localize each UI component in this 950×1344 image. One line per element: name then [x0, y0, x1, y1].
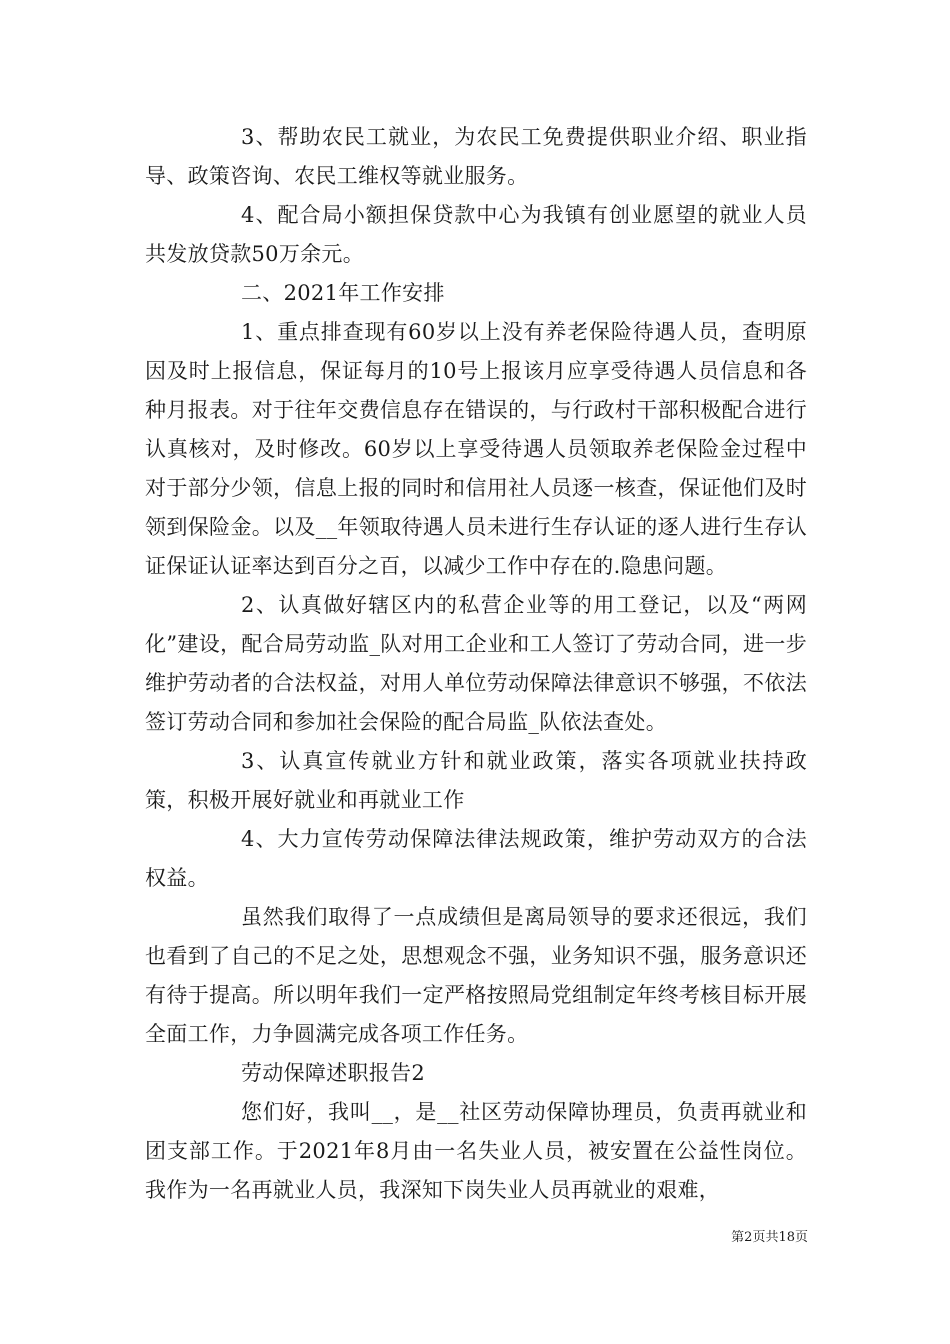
paragraph-plan-item-1: 1、重点排查现有60岁以上没有养老保险待遇人员，查明原因及时上报信息，保证每月的10号上报该月应享受待遇人员信息和各种月报表。对于往年交费信息存在错误的，与行政村干部积极配合进行认真核对，及时修改。60岁以上享受待遇人员领取养老保险金过程中对于部分少领，信息上报的同时和信用社人员逐一核查，保证他们及时领到保险金。以及__年领取待遇人员未进行生存认证的逐人进行生存认证保证认证率达到百分之百，以减少工作中存在的.隐患问题。 [145, 320, 807, 578]
paragraph-item-4-loans: 4、配合局小额担保贷款中心为我镇有创业愿望的就业人员共发放贷款50万余元。 [145, 203, 807, 266]
section-heading-2021-plan: 二、2021年工作安排 [241, 281, 445, 305]
page-number-footer: 第2页共18页 [731, 1230, 808, 1245]
document-body [145, 118, 807, 1210]
paragraph-item-3-service: 3、帮助农民工就业，为农民工免费提供职业介绍、职业指导、政策咨询、农民工维权等就业服务。 [145, 125, 807, 188]
paragraph-plan-item-4: 4、大力宣传劳动保障法律法规政策，维护劳动双方的合法权益。 [145, 827, 807, 890]
report-2-title: 劳动保障述职报告2 [241, 1061, 426, 1085]
paragraph-plan-item-3: 3、认真宣传就业方针和就业政策，落实各项就业扶持政策，积极开展好就业和再就业工作 [145, 749, 807, 812]
paragraph-conclusion: 虽然我们取得了一点成绩但是离局领导的要求还很远，我们也看到了自己的不足之处，思想观念不强，业务知识不强，服务意识还有待于提高。所以明年我们一定严格按照局党组制定年终考核目标开展全面工作，力争圆满完成各项工作任务。 [145, 905, 807, 1046]
paragraph-plan-item-2: 2、认真做好辖区内的私营企业等的用工登记，以及“两网化”建设，配合局劳动监_队对用工企业和工人签订了劳动合同，进一步维护劳动者的合法权益，对用人单位劳动保障法律意识不够强，不依法签订劳动合同和参加社会保险的配合局监_队依法查处。 [145, 593, 807, 734]
paragraph-report-2-intro: 您们好，我叫__，是__社区劳动保障协理员，负责再就业和团支部工作。于2021年8月由一名失业人员，被安置在公益性岗位。我作为一名再就业人员，我深知下岗失业人员再就业的艰难， [145, 1100, 807, 1202]
